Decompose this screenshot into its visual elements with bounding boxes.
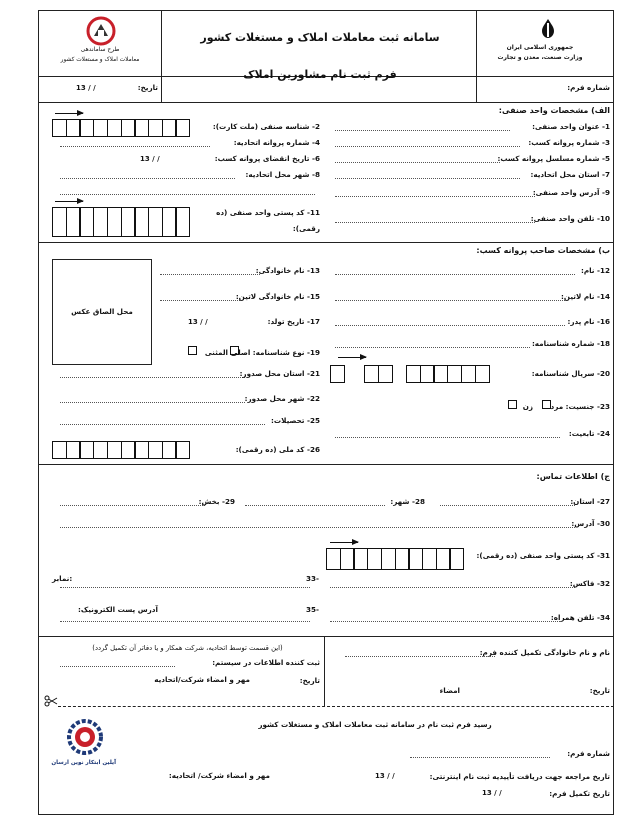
field-17-label: 17- تاریخ تولد: [267, 317, 320, 326]
field-1-label: 1- عنوان واحد صنفی: [532, 122, 610, 131]
receipt-title: رسید فرم ثبت نام در سامانه ثبت معاملات املاک و مستغلات کشور [258, 720, 492, 729]
contact-postal-arrow [330, 542, 358, 543]
field-31-label: 31- کد پستی واحد صنفی (ده رقمی): [476, 551, 610, 560]
serial-direction-arrow [338, 357, 366, 358]
f30-line [60, 527, 575, 528]
field-27-label: 27- استان: [570, 497, 610, 506]
section-b-title: ب) مشخصات صاحب پروانه کسب: [476, 246, 610, 255]
f1-line [335, 130, 510, 131]
field-29-label: 29- بخش: [198, 497, 235, 506]
field-3-label: 3- شماره پروانه کسب: [528, 138, 610, 147]
f34-line [330, 621, 560, 622]
org-title: سامانه ثبت معاملات املاک و مستغلات کشور [200, 31, 440, 44]
section-a-bottom [38, 242, 614, 243]
receipt-form-number-label: شماره فرم: [567, 749, 610, 758]
f24-line [335, 437, 560, 438]
program-logo [86, 16, 116, 46]
field-33-label: 33- [306, 574, 319, 583]
field-4-label: 4- شماره پروانه اتحادیه: [233, 138, 320, 147]
receipt-followup-label: تاریخ مراجعه جهت دریافت تأییدیه ثبت نام اینترنتی: [429, 772, 610, 781]
field-35-label: 35- [306, 605, 319, 614]
field-14-label: 14- نام لاتین: [561, 292, 610, 301]
company-logo [66, 718, 104, 756]
field-22-label: 22- شهر محل صدور: [244, 394, 320, 403]
f7-line [335, 178, 520, 179]
union-registrar-line [60, 666, 175, 667]
iran-emblem-icon [538, 18, 558, 40]
code-direction-arrow [55, 113, 83, 114]
field-12-label: 12- نام: [580, 266, 610, 275]
f33-line [60, 587, 310, 588]
field-17-value[interactable]: 13 / / [188, 318, 208, 326]
header-divider-left [161, 10, 162, 102]
id-type-original-checkbox[interactable] [230, 346, 239, 355]
form-title: فرم ثبت نام مشاورین املاک [243, 68, 397, 81]
field-19-label: 19- نوع شناسنامه: اصلی [230, 348, 320, 357]
field-11-label-a: 11- کد پستی واحد صنفی (ده [216, 208, 320, 217]
f8b-line [60, 194, 315, 195]
receipt-form-number-line [410, 757, 550, 758]
f14-line [335, 300, 565, 301]
signature-label: امضاء [439, 686, 460, 695]
section-c-bottom [38, 636, 614, 637]
field-13-label: 13- نام خانوادگی: [255, 266, 320, 275]
id-serial-cells-b[interactable] [364, 365, 391, 383]
gender-male-checkbox[interactable] [542, 400, 551, 409]
field-23-label: 23- جنسیت: مرد [550, 402, 610, 411]
f8-line [60, 178, 235, 179]
f35-line [60, 621, 310, 622]
header-date-value: 13 / / [76, 84, 96, 92]
f15-line [160, 300, 240, 301]
postal-direction-arrow [55, 201, 83, 202]
union-date-label: تاریخ: [299, 676, 320, 685]
field-2-label: 2- شناسه صنفی (ملت کارت): [212, 122, 320, 131]
f32-line [330, 587, 575, 588]
field-20-label: 20- سریال شناسنامه: [531, 369, 610, 378]
field-16-label: 16- نام پدر: [567, 317, 610, 326]
gender-female-checkbox[interactable] [508, 400, 517, 409]
f5-line [335, 162, 500, 163]
national-code-cells[interactable] [52, 441, 189, 459]
field-24-label: 24- تابعیت: [568, 429, 610, 438]
union-note: (این قسمت توسط اتحادیه، شرکت همکار و یا دفاتر آن تکمیل گردد) [92, 644, 283, 652]
field-8-label: 8- شهر محل اتحادیه: [245, 170, 320, 179]
id-serial-cells-c[interactable] [406, 365, 488, 383]
field-21-label: 21- استان محل صدور: [239, 369, 320, 378]
receipt-followup-value[interactable]: 13 / / [375, 772, 395, 780]
f22-line [60, 402, 245, 403]
receipt-completed-label: تاریخ تکمیل فرم: [549, 789, 610, 798]
f28-line [245, 505, 385, 506]
header-date-label: تاریخ: [137, 83, 158, 92]
field-7-label: 7- استان محل اتحادیه: [530, 170, 610, 179]
f10-line [335, 222, 535, 223]
field-30-label: 30- آدرس: [571, 519, 610, 528]
guild-id-cells[interactable] [52, 119, 189, 137]
field-25-label: 25- تحصیلات: [271, 416, 320, 425]
logo-caption-1: طرح ساماندهی [80, 46, 120, 53]
f16-line [335, 325, 565, 326]
field-28-label: 28- شهر: [390, 497, 425, 506]
photo-label: محل الصاق عکس [71, 307, 133, 316]
scissors-icon [44, 692, 58, 704]
union-sign-label: مهر و امضاء شرکت/اتحادیه [154, 675, 250, 684]
f21-line [60, 377, 245, 378]
field-33-suffix: نمابر: [52, 574, 73, 583]
emblem-text-2: وزارت صنعت، معدن و تجارت [497, 54, 583, 61]
field-35-words: آدرس پست الکترونیک: [78, 605, 158, 614]
f3-line [335, 146, 520, 147]
field-32-label: 32- فاکس: [569, 579, 610, 588]
receipt-stamp-label: مهر و امضاء شرکت/ اتحادیه: [168, 771, 270, 780]
field-15-label: 15- نام خانوادگی لاتین: [235, 292, 320, 301]
field-23-alt-label: زن [522, 402, 533, 411]
id-type-duplicate-checkbox[interactable] [188, 346, 197, 355]
f9-line [335, 196, 535, 197]
section-c-title: ج) اطلاعات تماس: [536, 472, 610, 481]
field-9-label: 9- آدرس واحد صنفی: [532, 188, 610, 197]
field-5-label: 5- شماره مسلسل پروانه کسب: [497, 154, 610, 163]
emblem-text-1: جمهوری اسلامی ایران [506, 44, 574, 51]
signature-date-label: تاریخ: [589, 686, 610, 695]
filler-name-line [345, 656, 495, 657]
id-serial-cells-a[interactable] [330, 365, 344, 383]
field-10-label: 10- تلفن واحد صنفی: [530, 214, 610, 223]
section-b-bottom [38, 464, 614, 465]
field-18-label: 18- شماره شناسنامه: [531, 339, 610, 348]
filler-name-label: نام و نام خانوادگی تکمیل کننده فرم: [479, 648, 610, 657]
f25-line [60, 424, 265, 425]
field-19-alt-label: المثنی [204, 348, 228, 357]
field-11-label-b: رقمی): [292, 224, 320, 233]
field-6-value[interactable]: 13 / / [140, 155, 160, 163]
f18-line [335, 347, 530, 348]
f29-line [60, 505, 205, 506]
logo-caption-2: معاملات املاک و مستغلات کشور [60, 57, 140, 63]
f12-line [335, 274, 575, 275]
header-divider-right [476, 10, 477, 102]
form-number-label: شماره فرم: [567, 83, 610, 92]
f4-line [60, 146, 210, 147]
union-registrar-label: ثبت کننده اطلاعات در سیستم: [212, 658, 320, 667]
receipt-completed-value[interactable]: 13 / / [482, 789, 502, 797]
f27-line [440, 505, 575, 506]
header-bottom [38, 102, 614, 103]
section-a-title: الف) مشخصات واحد صنفی: [498, 106, 610, 115]
contact-postal-code-cells[interactable] [326, 548, 463, 570]
cut-line [58, 706, 614, 707]
field-6-label: 6- تاریخ انقضای پروانه کسب: [214, 154, 320, 163]
signature-divider [324, 636, 325, 706]
unit-postal-code-cells[interactable] [52, 207, 189, 237]
field-26-label: 26- کد ملی (ده رقمی): [235, 445, 320, 454]
field-34-label: 34- تلفن همراه: [550, 613, 610, 622]
company-logo-text: آیلین ابتکار نوین ارسان [51, 760, 116, 766]
